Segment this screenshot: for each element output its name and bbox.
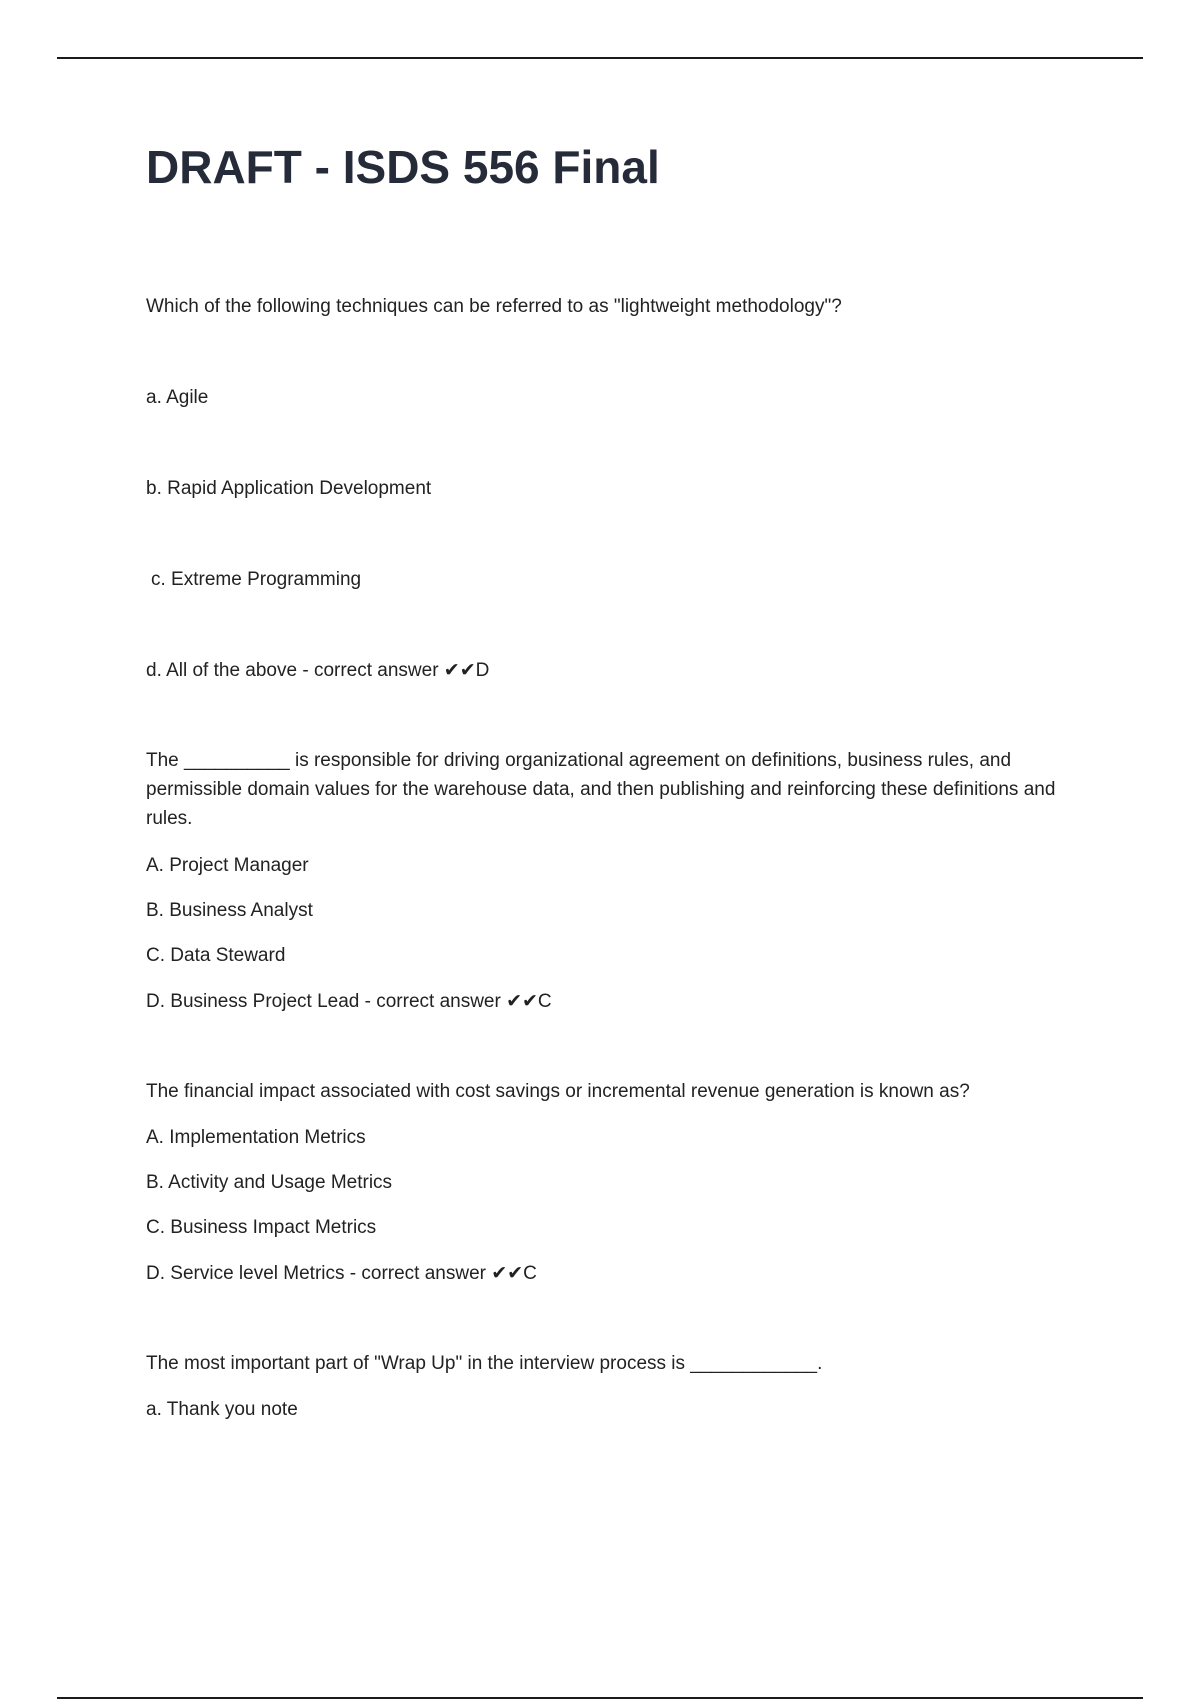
question-3-prompt: The financial impact associated with cost savings or incremental revenue generation is known as? bbox=[146, 1081, 970, 1102]
question-1-prompt: Which of the following techniques can be referred to as "lightweight methodology"? bbox=[146, 296, 842, 317]
question-4-option-a: a. Thank you note bbox=[146, 1399, 298, 1420]
question-2-prompt: The __________ is responsible for driving organizational agreement on definitions, business rules, and permissible domain values for the warehouse data, and then publishing and reinforcing these definitions and rules. bbox=[146, 750, 1056, 829]
question-2-option-b: B. Business Analyst bbox=[146, 900, 313, 921]
question-2-option-a: A. Project Manager bbox=[146, 855, 309, 876]
question-3-option-a: A. Implementation Metrics bbox=[146, 1127, 366, 1148]
page-title: DRAFT - ISDS 556 Final bbox=[146, 141, 660, 193]
question-3-option-b: B. Activity and Usage Metrics bbox=[146, 1172, 393, 1193]
question-3-option-d: D. Service level Metrics - correct answer ✔✔C bbox=[146, 1263, 537, 1284]
bottom-rule bbox=[57, 1697, 1143, 1699]
question-1-option-a: a. Agile bbox=[146, 387, 209, 408]
top-rule bbox=[57, 57, 1143, 59]
question-1-option-b: b. Rapid Application Development bbox=[146, 478, 432, 499]
question-2-option-d: D. Business Project Lead - correct answer ✔✔C bbox=[146, 991, 552, 1012]
question-3-option-c: C. Business Impact Metrics bbox=[146, 1217, 377, 1238]
question-1-option-d: d. All of the above - correct answer ✔✔D bbox=[146, 660, 490, 681]
question-4-prompt: The most important part of "Wrap Up" in the interview process is ____________. bbox=[146, 1353, 823, 1374]
question-1-option-c: c. Extreme Programming bbox=[151, 569, 362, 590]
question-2-option-c: C. Data Steward bbox=[146, 945, 286, 966]
